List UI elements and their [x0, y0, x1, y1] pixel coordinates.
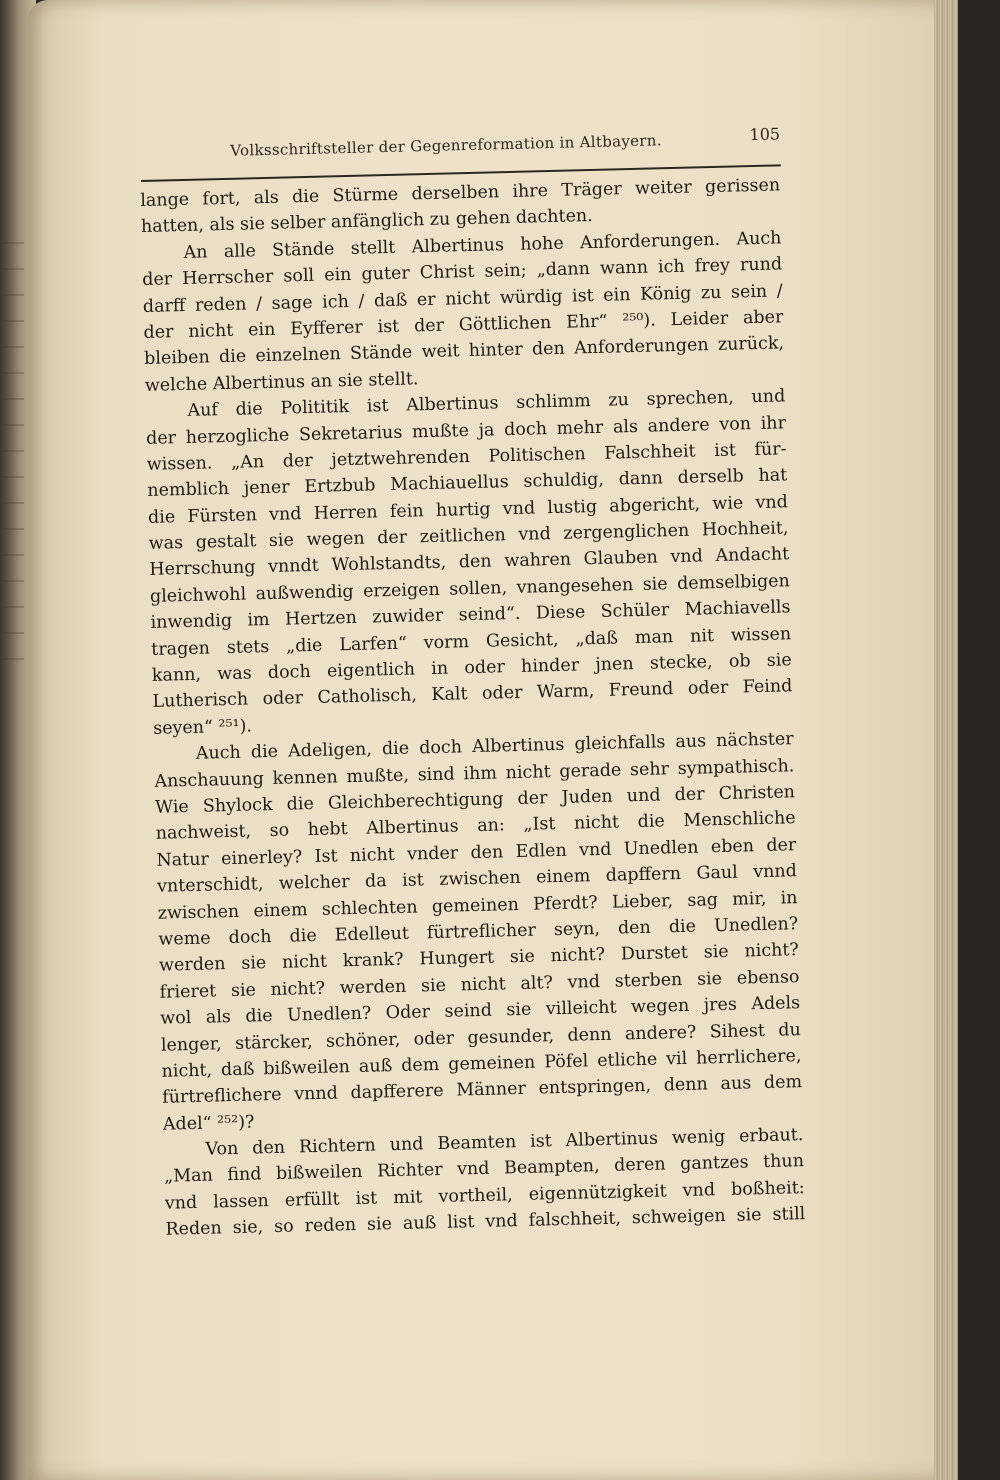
text-line: wol als die Unedlen? Oder seind sie villeicht wegen jres Adels	[160, 993, 801, 1029]
text-line: nicht, daß bißweilen auß dem gemeinen Pöfel etliche vil herrlichere,	[161, 1045, 802, 1082]
text-line: lenger, stärcker, schöner, oder gesunder, denn andere? Sihest du	[160, 1019, 802, 1056]
text-line: Auf die Polititik ist Albertinus schlimm zu sprechen, und	[187, 386, 786, 422]
page-number: 105	[749, 124, 781, 145]
text-line: inwendig im Hertzen zuwider seind“. Diese Schüler Machiavells	[150, 597, 791, 634]
text-line: der nicht ein Eyfferer ist der Göttlichen Ehr“ ²⁵⁰). Leider aber	[143, 307, 784, 343]
text-line: „Man find bißweilen Richter vnd Beampten, deren gantzes thun	[163, 1151, 805, 1188]
text-line: kann, was doch eigentlich in oder hinder jnen stecke, ob sie	[151, 650, 792, 686]
text-line: die Fürsten vnd Herren fein hurtig vnd lustig abgericht, wie vnd	[147, 491, 789, 528]
text-line: gleichwohl außwendig erzeigen sollen, vnangesehen sie demselbigen	[149, 571, 791, 607]
text-line: vnterschidt, welcher da ist zwischen einem dapffern Gaul vnnd	[156, 861, 798, 897]
text-line: wissen. „An der jetztwehrenden Politischen Falschheit ist für-	[146, 439, 787, 475]
text-line: Auch die Adeligen, die doch Albertinus gleichfalls aus nächster	[195, 729, 794, 765]
text-line: weme doch die Edelleut fürtreflicher seyn, den die Unedlen?	[158, 914, 799, 950]
text-line: welche Albertinus an sie stellt.	[144, 368, 419, 396]
text-line: frieret sie nicht? werden sie nicht alt? vnd sterben sie ebenso	[159, 966, 800, 1003]
text-line: bleiben die einzelnen Stände weit hinter den Anforderungen zurück,	[143, 333, 785, 370]
facing-page-bleed	[2, 230, 24, 660]
page-edges	[934, 0, 968, 1480]
text-line: nachweist, so hebt Albertinus an: „Ist nicht die Menschliche	[155, 808, 796, 845]
text-line: hatten, als sie selber anfänglich zu gehen dachten.	[140, 206, 594, 238]
text-line: tragen stets „die Larfen“ vorm Gesicht, „daß man nit wissen	[151, 623, 792, 660]
text-line: darff reden / sage ich / daß er nicht würdig ist ein König zu sein /	[142, 280, 783, 317]
text-line: Adel“ ²⁵²)?	[162, 1112, 255, 1135]
text-line: der herzogliche Sekretarius mußte ja doch mehr als andere von ihr	[145, 412, 787, 449]
text-line: An alle Stände stellt Albertinus hohe Anforderungen. Auch	[183, 228, 782, 263]
text-line: der Herrscher soll ein guter Christ sein; „dann wann ich frey rund	[142, 254, 783, 291]
body-text	[140, 172, 806, 1243]
text-line: werden sie nicht krank? Hungert sie nicht? Durstet sie nicht?	[158, 940, 800, 977]
text-line: Von den Richtern und Beamten ist Albertinus wenig erbaut.	[205, 1125, 804, 1160]
running-title: Volksschriftsteller der Gegenreformation in Altbayern.	[230, 131, 663, 160]
text-line: Herrschung vnndt Wohlstandts, den wahren Glauben vnd Andacht	[149, 544, 790, 581]
text-line: Natur einerley? Ist nicht vnder den Edlen vnd Unedlen eben der	[156, 834, 797, 871]
text-line: Reden sie, so reden sie auß list vnd falschheit, schweigen sie still	[165, 1204, 806, 1240]
text-line: fürtreflichere vnnd dapfferere Männer entspringen, denn aus dem	[161, 1072, 803, 1109]
text-line: Anschauung kennen mußte, sind ihm nicht gerade sehr sympathisch.	[154, 755, 795, 792]
text-line: Wie Shylock die Gleichberechtigung der Juden und der Christen	[154, 782, 796, 818]
text-line: was gestalt sie wegen der zeitlichen vnd zergenglichen Hochheit,	[148, 518, 789, 554]
text-line: seyen“ ²⁵¹).	[152, 716, 253, 739]
text-line: zwischen einem schlechten gemeinen Pferdt? Lieber, sag mir, in	[157, 887, 798, 924]
text-line: lange fort, als die Stürme derselben ihre Träger weiter gerissen	[140, 175, 781, 211]
text-line: Lutherisch oder Catholisch, Kalt oder Warm, Freund oder Feind	[152, 676, 793, 713]
text-line: vnd lassen erfüllt ist mit vortheil, eigennützigkeit vnd boßheit:	[164, 1177, 805, 1214]
text-line: nemblich jener Ertzbub Machiauellus schuldig, dann derselb hat	[147, 465, 788, 502]
